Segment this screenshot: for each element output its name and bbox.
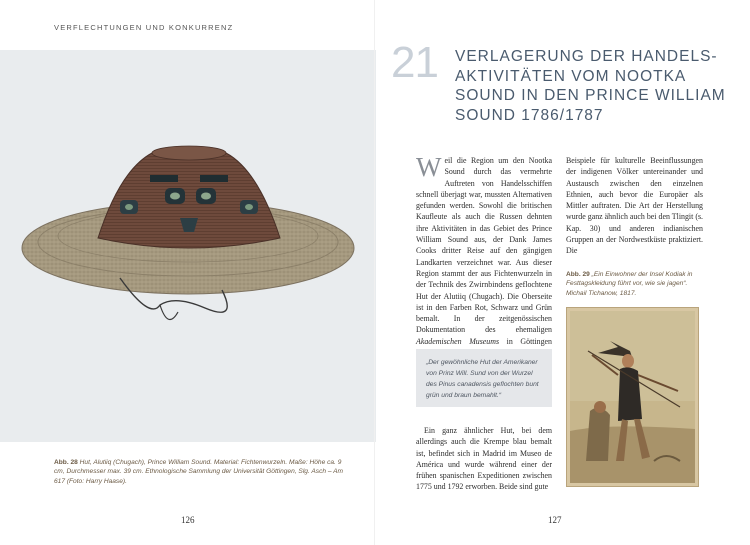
woven-hat-image [0,50,376,442]
drop-cap: W [416,152,442,182]
figure-28-caption-text: Hut, Alutiiq (Chugach), Prince William Sound. Material: Fichtenwurzeln. Maße: Höhe ca. 9 cm, Durchmesser max. 39 cm. Ethnologische Sammlung der Universität Göttingen, Slg. Asch – Am 617 (Foto: Harry Haase). [54,459,344,485]
body-text-1b: in Göttingen [506,336,552,346]
body-column-1 [416,152,552,358]
right-page [375,0,750,545]
figure-29-label: Abb. 29 [566,271,590,278]
body-text-1c: Ein ganz ähnlicher Hut, bei dem allerdings auch die Krempe blau bemalt ist, befindet sich in Madrid im Museo de América und wurde während einer der frühen spanischen Expeditionen zwischen 1775 und 1792 erworben. Beide sind gute [416,426,552,492]
figure-29-caption-text: „Ein Einwohner der Insel Kodiak in Festtagskleidung führt vor, wie sie jagen“. Michail Tichanow, 1817. [566,271,693,297]
page-number-left: 126 [181,515,195,525]
chapter-number: 21 [391,38,438,87]
body-text-2: Beispiele für kulturelle Beeinflussungen der indigenen Völker untereinander und Austausch zwischen den einzelnen Ethnien, auch bevor die Europäer als Mittler auftraten. Die Art der Herstellung wurde ganz ähnlich auch bei den Tlingit (s. Kap. 30) und anderen indianischen Gruppen an der Nordwestküste praktiziert. Die [566,156,703,256]
body-text-italic: Akademischen Museums [416,336,500,346]
figure-29-caption [566,270,706,298]
painting-image [570,311,695,483]
chapter-title: VERLAGERUNG DER HANDELS-AKTIVITÄTEN VOM NOOTKA SOUND IN DEN PRINCE WILLIAM SOUND 1786/1787 [455,48,726,124]
body-column-1-continued [416,425,552,493]
quote-text: „Der gewöhnliche Hut der Amerikaner von Prinz Will. Sund von der Wurzel des Pinus canadensis geflochten bunt grün und braun bemahlt.“ [426,359,539,399]
running-head: VERFLECHTUNGEN UND KONKURRENZ [54,23,234,32]
page-number-right: 127 [548,515,562,525]
kodiak-painting [566,307,699,487]
figure-28-caption [54,458,346,486]
body-text-1a: eil die Region um den Nootka Sound durch das vermehrte Auftreten von Handelsschiffen schnell überjagt war, mussten Alternativen gefunden werden. Sowohl die britischen Kaufleute als auch die Russen dehnten ihre Aktivitäten in das Gebiet des Prince William Sound aus, der Dank James Cooks dritter Reise auf den gängigen Landkarten verzeichnet war. Aus dieser Region stammt der aus Fichtenwurzeln in der Technik des Zwirnbindens geflochtene Hut der Alutiiq (Chugach). Die Oberseite ist in den Farben Rot, Schwarz und Grün bemalt. In der zeitgenössischen Dokumentation des ehemaligen [416,156,552,335]
figure-28-label: Abb. 28 [54,459,78,466]
quote-box [416,349,552,407]
hat-photo [0,50,376,442]
body-column-2 [566,155,703,257]
